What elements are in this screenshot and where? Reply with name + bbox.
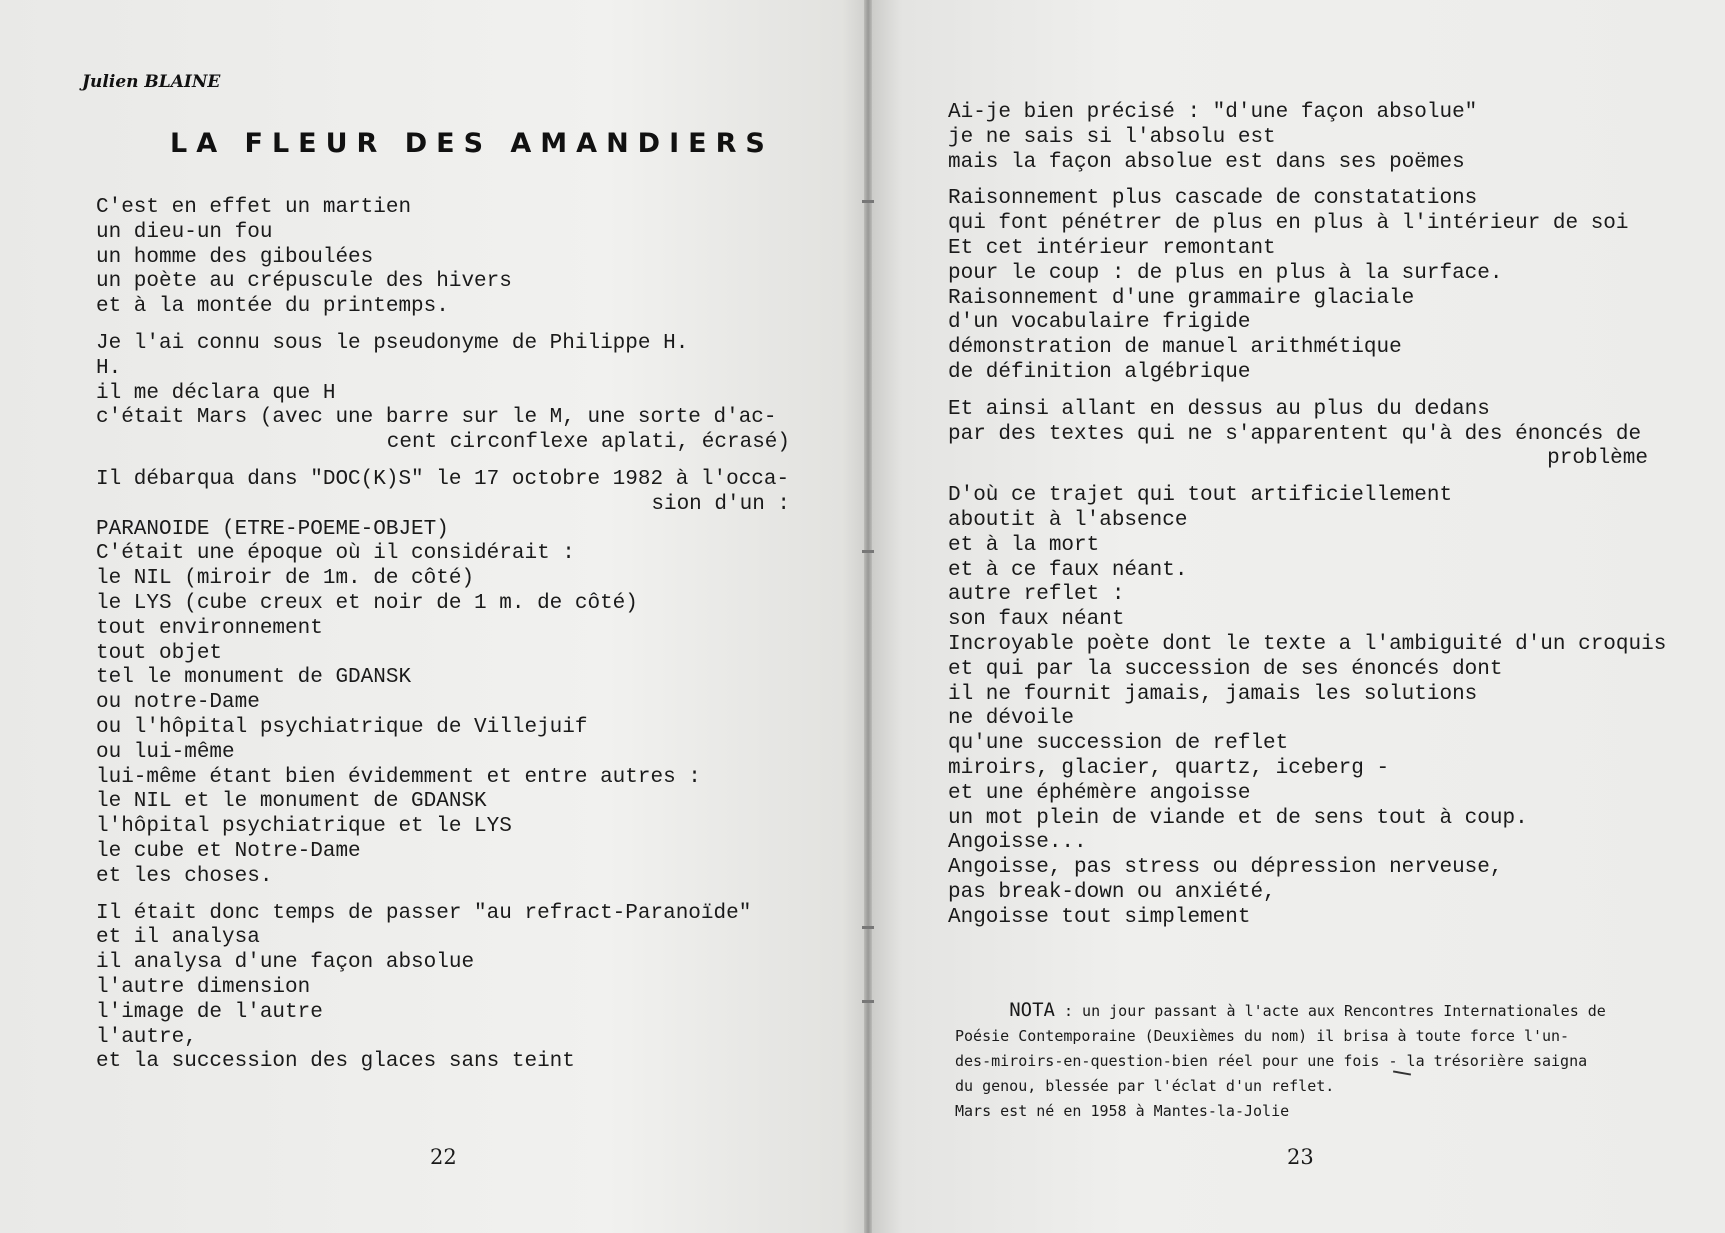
- text-line: autre reflet :: [948, 583, 1125, 607]
- text-line: Il débarqua dans "DOC(K)S" le 17 octobre 1982 à l'occa-: [96, 467, 790, 491]
- text-line: qui font pénétrer de plus en plus à l'intérieur de soi: [948, 212, 1629, 236]
- text-line: et à la montée du printemps.: [96, 295, 449, 319]
- text-line: D'où ce trajet qui tout artificiellement: [948, 484, 1453, 508]
- text-line: et à la mort: [948, 533, 1100, 557]
- text-line: C'est en effet un martien: [96, 196, 412, 219]
- text-line: Incroyable poète dont le texte a l'ambiguité d'un croquis: [948, 632, 1667, 656]
- paragraph: [96, 332, 790, 456]
- text-line: un poète au crépuscule des hivers: [96, 270, 512, 294]
- text-line: et une éphémère angoisse: [948, 781, 1251, 805]
- text-line: et les choses.: [96, 864, 273, 888]
- text-line: Il était donc temps de passer "au refract-Paranoïde": [96, 901, 752, 925]
- text-line: et il analysa: [96, 926, 260, 950]
- text-line: Et cet intérieur remontant: [948, 236, 1276, 260]
- page-title: LA FLEUR DES AMANDIERS: [170, 128, 774, 159]
- text-line: le cube et Notre-Dame: [96, 839, 361, 863]
- text-line: Angoisse, pas stress ou dépression nerveuse,: [948, 856, 1503, 880]
- text-line: d'un vocabulaire frigide: [948, 311, 1251, 335]
- text-line: ou l'hôpital psychiatrique de Villejuif: [96, 715, 588, 739]
- text-line: C'était une époque où il considérait :: [96, 542, 575, 566]
- text-line: tout objet: [96, 641, 223, 665]
- nota-line: Poésie Contemporaine (Deuxièmes du nom) il brisa à toute force l'un-: [955, 1027, 1570, 1045]
- text-line: Angoisse...: [948, 831, 1087, 855]
- nota-label: NOTA: [1009, 999, 1055, 1021]
- text-line: le NIL (miroir de 1m. de côté): [96, 567, 475, 591]
- text-line: Angoisse tout simplement: [948, 905, 1251, 929]
- text-line: Ai-je bien précisé : "d'une façon absolue": [948, 101, 1478, 124]
- nota-line: des-miroirs-en-question-bien réel pour une fois - la trésorière saigna: [955, 1052, 1588, 1070]
- text-line: cent circonflexe aplati, écrasé): [386, 431, 790, 455]
- paragraph: [96, 468, 790, 890]
- right-page: [868, 0, 1725, 1233]
- paragraph: [948, 398, 1648, 472]
- nota-line: du genou, blessée par l'éclat d'un reflet.: [955, 1077, 1335, 1095]
- paragraph: [96, 196, 790, 320]
- text-line: un mot plein de viande et de sens tout à coup.: [948, 806, 1528, 830]
- text-line: un dieu-un fou: [96, 220, 273, 244]
- text-line: pas break-down ou anxiété,: [948, 880, 1276, 904]
- text-line: ou lui-même: [96, 740, 235, 764]
- nota-footnote: [955, 973, 1655, 1174]
- text-line: lui-même étant bien évidemment et entre autres :: [96, 765, 701, 789]
- paragraph: [948, 187, 1648, 385]
- text-line: ne dévoile: [948, 707, 1075, 731]
- paragraph: [948, 484, 1667, 930]
- text-line: c'était Mars (avec une barre sur le M, une sorte d'ac-: [96, 406, 777, 430]
- text-line: l'image de l'autre: [96, 1000, 323, 1024]
- text-line: démonstration de manuel arithmétique: [948, 336, 1402, 360]
- text-line: je ne sais si l'absolu est: [948, 125, 1276, 149]
- text-line: le NIL et le monument de GDANSK: [96, 790, 487, 814]
- text-line: son faux néant: [948, 608, 1125, 632]
- text-line: PARANOIDE (ETRE-POEME-OBJET): [96, 517, 449, 541]
- author-name: Julien BLAINE: [82, 72, 221, 92]
- text-line: Raisonnement plus cascade de constatations: [948, 187, 1478, 211]
- text-line: tout environnement: [96, 616, 323, 640]
- staple-mark: [862, 926, 874, 929]
- text-line: problème: [1547, 447, 1648, 471]
- nota-text: [955, 1002, 1655, 1124]
- text-line: aboutit à l'absence: [948, 508, 1188, 532]
- text-line: mais la façon absolue est dans ses poëmes: [948, 150, 1465, 174]
- nota-line: Mars est né en 1958 à Mantes-la-Jolie: [955, 1102, 1290, 1120]
- text-line: et qui par la succession de ses énoncés dont: [948, 657, 1503, 681]
- text-line: miroirs, glacier, quartz, iceberg -: [948, 756, 1390, 780]
- text-line: tel le monument de GDANSK: [96, 666, 412, 690]
- text-line: Raisonnement d'une grammaire glaciale: [948, 286, 1415, 310]
- staple-mark: [862, 200, 874, 203]
- text-line: Et ainsi allant en dessus au plus du dedans: [948, 397, 1490, 421]
- nota-line: : un jour passant à l'acte aux Rencontres Internationales de: [1054, 1002, 1606, 1020]
- book-gutter: [864, 0, 872, 1233]
- staple-mark: [862, 1000, 874, 1003]
- text-line: l'autre dimension: [96, 975, 311, 999]
- text-line: sion d'un :: [651, 492, 790, 516]
- text-line: il ne fournit jamais, jamais les solutions: [948, 682, 1478, 706]
- text-line: Je l'ai connu sous le pseudonyme de Philippe H.: [96, 331, 689, 355]
- text-line: ou notre-Dame: [96, 691, 260, 715]
- text-line: un homme des giboulées: [96, 245, 374, 269]
- text-line: par des textes qui ne s'apparentent qu'à des énoncés de: [948, 422, 1642, 446]
- text-line: H.: [96, 356, 122, 380]
- staple-mark: [862, 550, 874, 553]
- text-line: et à ce faux néant.: [948, 558, 1188, 582]
- text-line: le LYS (cube creux et noir de 1 m. de côté): [96, 591, 638, 615]
- paragraph: [96, 902, 790, 1076]
- text-line: il me déclara que H: [96, 381, 336, 405]
- text-line: et la succession des glaces sans teint: [96, 1050, 575, 1074]
- page-number-right: 23: [1287, 1145, 1314, 1169]
- text-line: pour le coup : de plus en plus à la surface.: [948, 261, 1503, 285]
- page-number-left: 22: [430, 1145, 457, 1169]
- text-line: l'autre,: [96, 1025, 197, 1049]
- right-body-text: [948, 101, 1667, 943]
- text-line: il analysa d'une façon absolue: [96, 951, 475, 975]
- paragraph: [948, 101, 1648, 175]
- text-line: de définition algébrique: [948, 360, 1251, 384]
- text-line: l'hôpital psychiatrique et le LYS: [96, 815, 512, 839]
- left-body-text: [96, 196, 790, 1087]
- text-line: qu'une succession de reflet: [948, 732, 1289, 756]
